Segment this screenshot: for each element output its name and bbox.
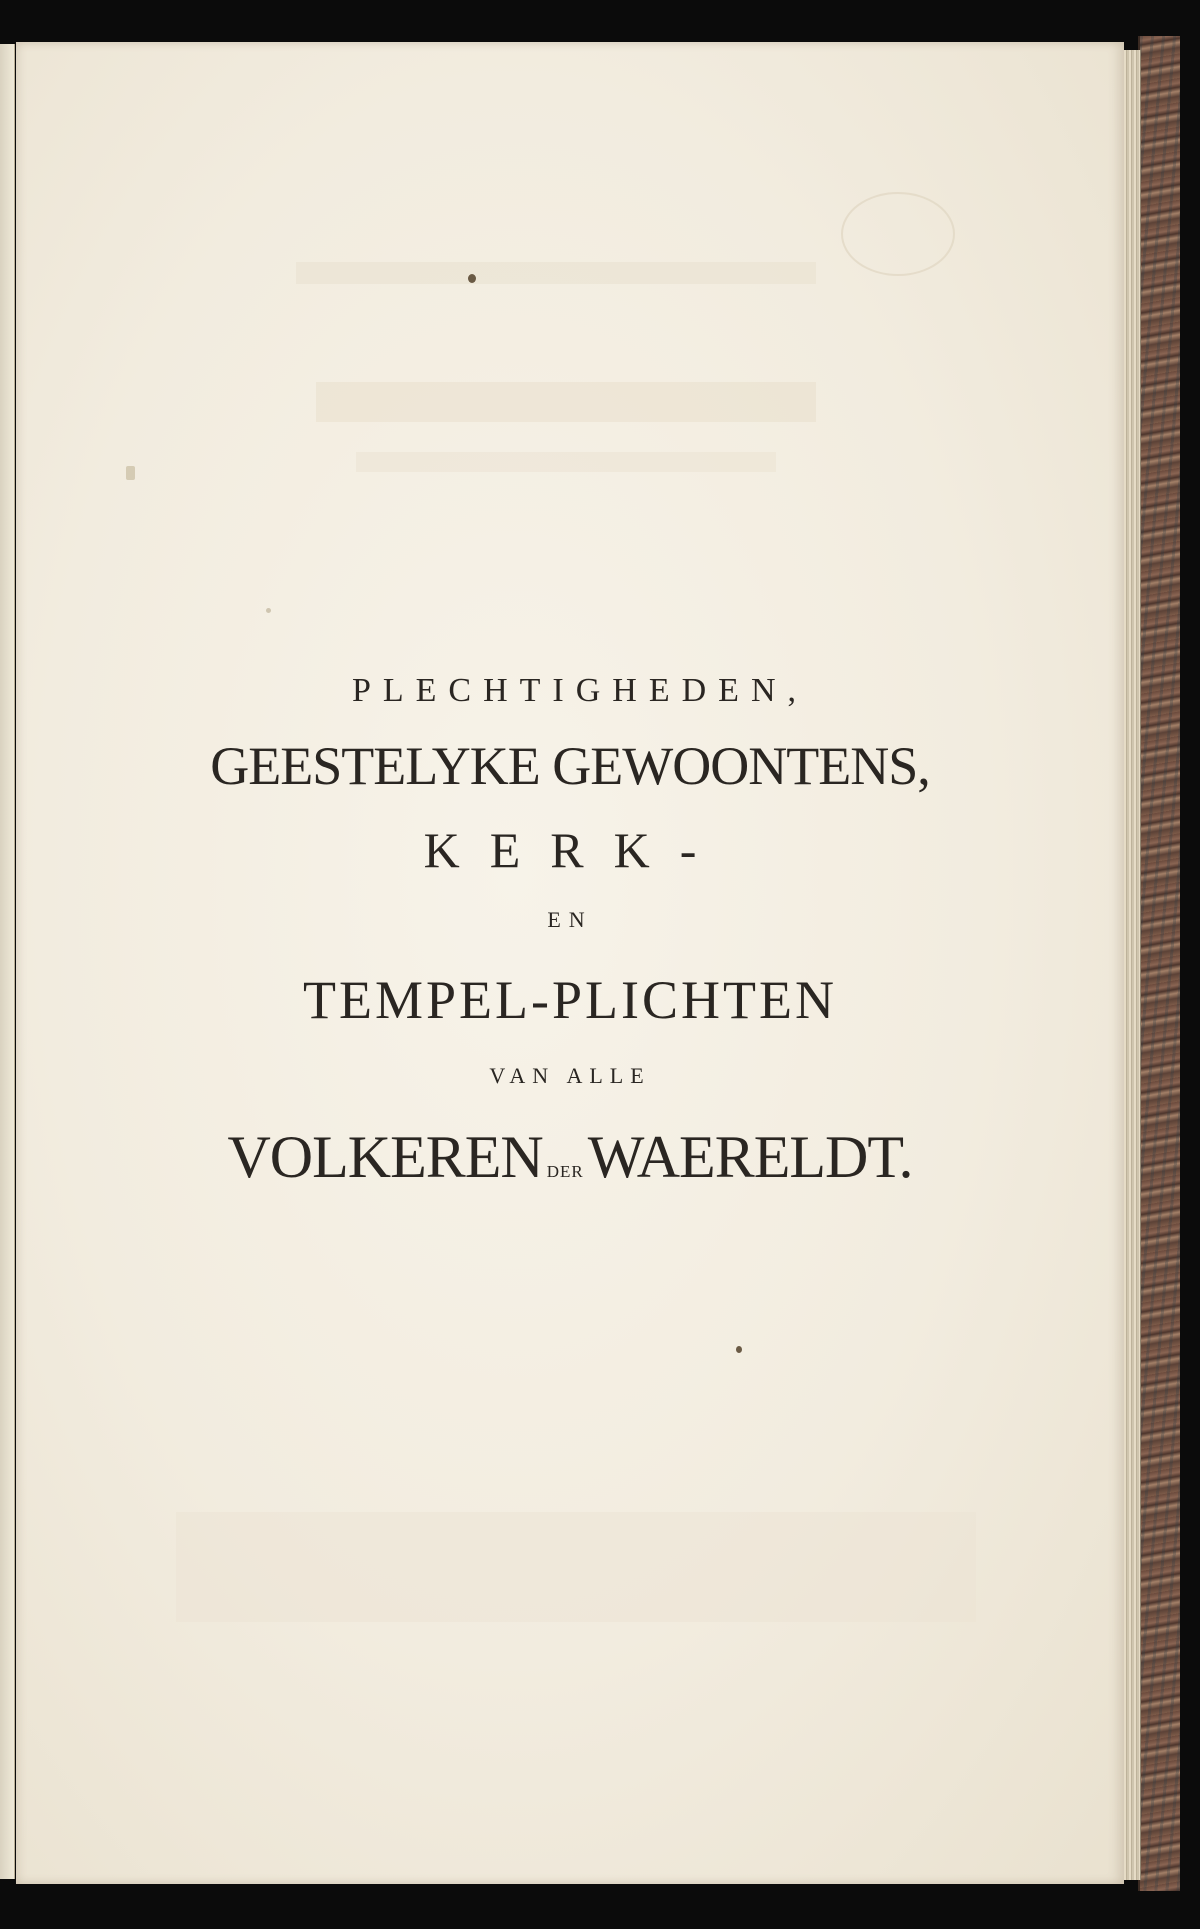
title-line-plechtigheden: PLECHTIGHEDEN, [351,672,809,709]
paper-mark [266,608,271,613]
bleed-through-block [176,1512,976,1622]
facing-page-edge [0,44,15,1879]
bleed-through-block [316,382,816,422]
title-word-volkeren: VOLKEREN [227,1124,543,1190]
title-line-van-alle: VAN ALLE [489,1063,651,1088]
bleed-through-block [356,452,776,472]
title-line-geestelyke-gewoontens: GEESTELYKE GEWOONTENS, [210,736,930,796]
page-block-edge [1122,50,1141,1880]
ink-speck [468,274,476,283]
title-line-tempel-plichten: TEMPEL-PLICHTEN [303,970,837,1030]
title-word-der: DER [546,1162,584,1181]
bleed-through-block [296,262,816,284]
title-line-en: EN [547,907,593,932]
title-line-kerk: KERK- [423,822,727,878]
title-word-waereldt: WAERELDT. [587,1124,913,1190]
paper-mark [126,466,135,480]
marbled-cover-edge [1138,36,1180,1891]
title-page [16,42,1124,1884]
bookplate-stamp-trace [841,192,955,276]
title-text-block [16,662,1124,1202]
ink-speck [736,1346,742,1353]
title-line-volkeren-der-waereldt [16,1112,1124,1202]
